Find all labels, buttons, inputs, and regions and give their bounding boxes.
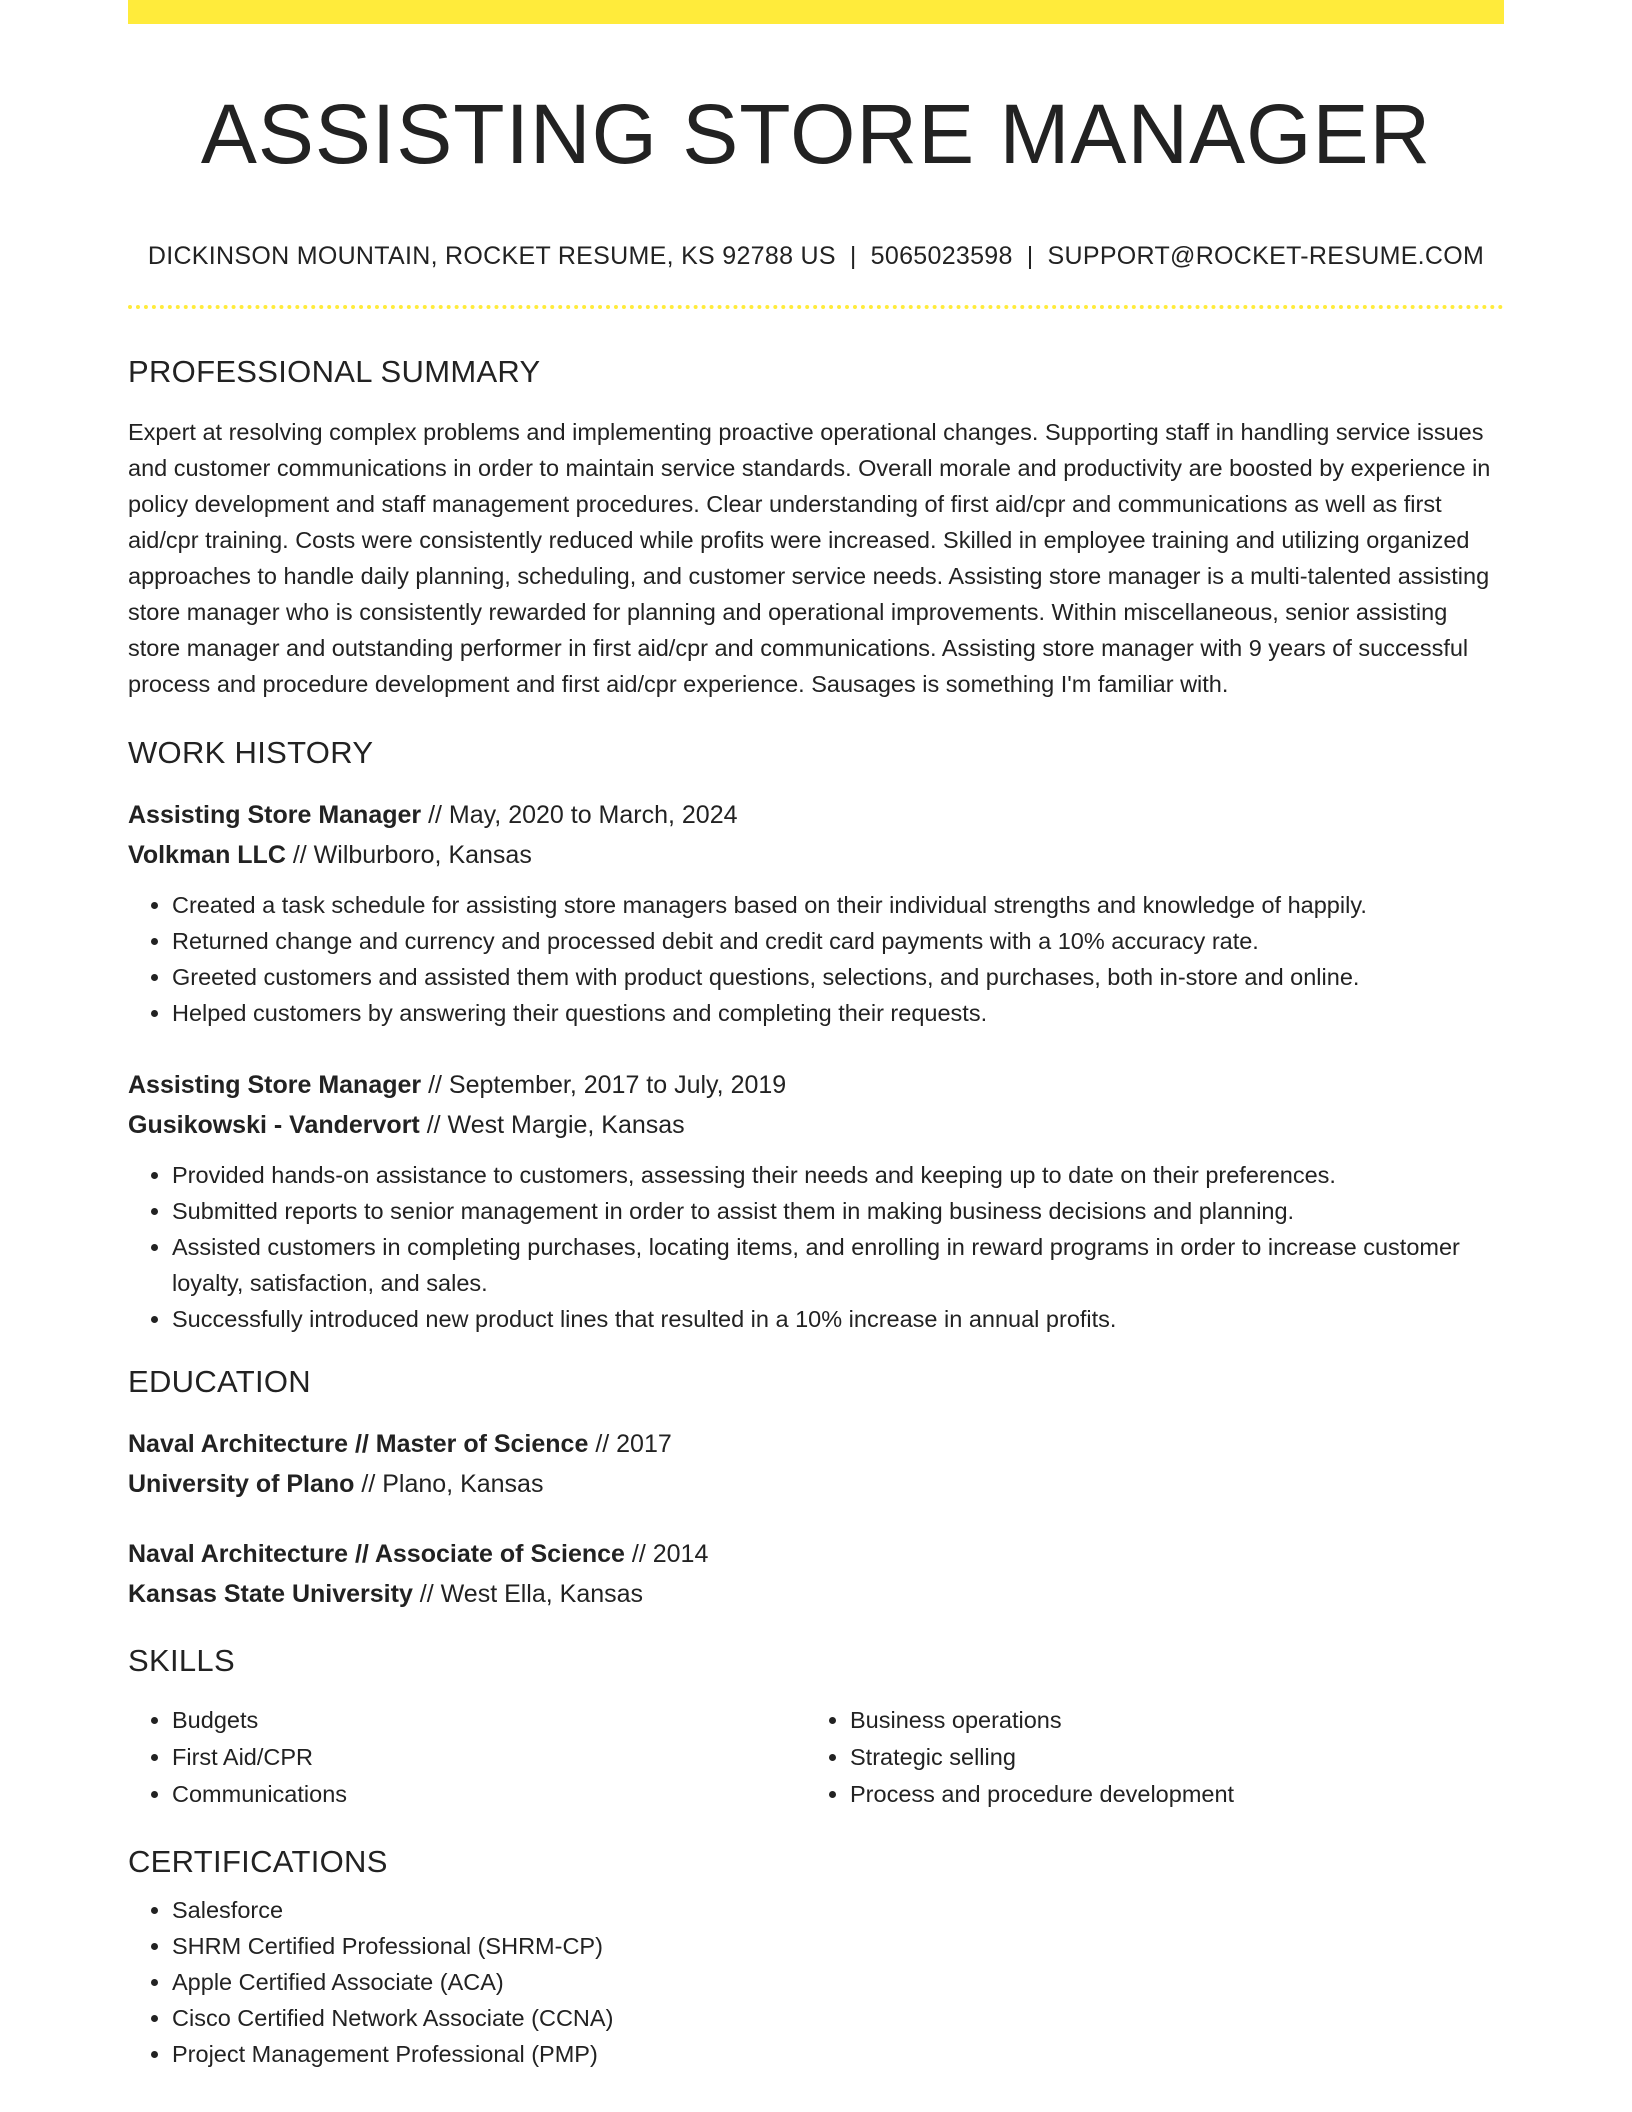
job-dates: // May, 2020 to March, 2024	[421, 801, 738, 830]
education-heading: EDUCATION	[128, 1364, 311, 1400]
skill-item: • Process and procedure development	[850, 1776, 1484, 1813]
job-bullets	[128, 1157, 1504, 1337]
job-entry	[128, 1065, 1504, 1337]
contact-phone: 5065023598	[870, 241, 1013, 270]
job-bullet: • Assisted customers in completing purchases, locating items, and enrolling in reward programs in order to increase customer loyalty, satisfaction, and sales.	[172, 1229, 1504, 1301]
contact-address: DICKINSON MOUNTAIN, ROCKET RESUME, KS 92788 US	[147, 241, 836, 270]
certifications-list	[128, 1892, 1504, 2072]
contact-email: SUPPORT@ROCKET-RESUME.COM	[1047, 241, 1485, 270]
job-location: // Wilburboro, Kansas	[285, 841, 532, 870]
job-bullet: • Helped customers by answering their questions and completing their requests.	[172, 995, 1504, 1031]
school-location: // West Ella, Kansas	[412, 1580, 644, 1609]
job-bullet: • Greeted customers and assisted them with product questions, selections, and purchases, both in-store and online.	[172, 959, 1504, 995]
skill-item: • First Aid/CPR	[172, 1739, 806, 1776]
degree-line	[128, 1424, 1504, 1464]
certification-item: • Project Management Professional (PMP)	[172, 2036, 1504, 2072]
education-entry	[128, 1534, 1504, 1614]
skill-item: • Communications	[172, 1776, 806, 1813]
job-bullet: • Returned change and currency and processed debit and credit card payments with a 10% accuracy rate.	[172, 923, 1504, 959]
skills-list-left	[128, 1702, 806, 1813]
school-location: // Plano, Kansas	[354, 1470, 544, 1499]
certification-item: • SHRM Certified Professional (SHRM-CP)	[172, 1928, 1504, 1964]
education-entry	[128, 1424, 1504, 1504]
job-bullet: • Created a task schedule for assisting store managers based on their individual strengths and knowledge of happily.	[172, 887, 1504, 923]
skills-grid	[128, 1702, 1504, 1813]
contact-separator: |	[1026, 241, 1034, 270]
skills-heading: SKILLS	[128, 1643, 235, 1679]
school-line	[128, 1464, 1504, 1504]
accent-top-bar	[128, 0, 1504, 24]
job-title-line	[128, 795, 1504, 835]
school-line	[128, 1574, 1504, 1614]
job-dates: // September, 2017 to July, 2019	[421, 1071, 787, 1100]
school-name: University of Plano	[128, 1470, 355, 1499]
job-bullet: • Provided hands-on assistance to customers, assessing their needs and keeping up to date on their preferences.	[172, 1157, 1504, 1193]
certification-item: • Cisco Certified Network Associate (CCNA)	[172, 2000, 1504, 2036]
skill-item: • Business operations	[850, 1702, 1484, 1739]
degree-name: Naval Architecture // Associate of Science	[128, 1540, 625, 1569]
certification-item: • Salesforce	[172, 1892, 1504, 1928]
job-company: Gusikowski - Vandervort	[128, 1111, 420, 1140]
job-title-line	[128, 1065, 1504, 1105]
certifications-heading: CERTIFICATIONS	[128, 1843, 388, 1879]
resume-title: ASSISTING STORE MANAGER	[200, 87, 1432, 181]
resume-page	[128, 0, 1504, 2072]
job-location: // West Margie, Kansas	[419, 1111, 685, 1140]
summary-heading: PROFESSIONAL SUMMARY	[128, 353, 541, 389]
job-company-line	[128, 835, 1504, 875]
job-entry	[128, 795, 1504, 1031]
job-title: Assisting Store Manager	[128, 1071, 422, 1100]
dotted-divider	[128, 305, 1504, 309]
job-company: Volkman LLC	[128, 841, 286, 870]
degree-name: Naval Architecture // Master of Science	[128, 1430, 589, 1459]
work-history-heading: WORK HISTORY	[128, 734, 374, 770]
degree-line	[128, 1534, 1504, 1574]
contact-line	[128, 241, 1504, 271]
school-name: Kansas State University	[128, 1580, 413, 1609]
degree-year: // 2014	[624, 1540, 709, 1569]
skill-item: • Strategic selling	[850, 1739, 1484, 1776]
contact-separator: |	[849, 241, 857, 270]
job-company-line	[128, 1105, 1504, 1145]
job-bullets	[128, 887, 1504, 1031]
certification-item: • Apple Certified Associate (ACA)	[172, 1964, 1504, 2000]
degree-year: // 2017	[588, 1430, 672, 1459]
job-bullet: • Successfully introduced new product lines that resulted in a 10% increase in annual profits.	[172, 1301, 1504, 1337]
summary-text: Expert at resolving complex problems and implementing proactive operational changes. Supporting staff in handling service issues and customer communications in order to maintain service standards. Overall morale and productivity are boosted by experience in policy development and staff management procedures. Clear understanding of first aid/cpr and communications as well as first aid/cpr training. Costs were consistently reduced while profits were increased. Skilled in employee training and utilizing organized approaches to handle daily planning, scheduling, and customer service needs. Assisting store manager is a multi-talented assisting store manager who is consistently rewarded for planning and operational improvements. Within miscellaneous, senior assisting store manager and outstanding performer in first aid/cpr and communications. Assisting store manager with 9 years of successful process and procedure development and first aid/cpr experience. Sausages is something I'm familiar with.	[128, 418, 1491, 697]
skill-item: • Budgets	[172, 1702, 806, 1739]
job-title: Assisting Store Manager	[128, 801, 422, 830]
skills-list-right	[806, 1702, 1484, 1813]
job-bullet: • Submitted reports to senior management in order to assist them in making business decisions and planning.	[172, 1193, 1504, 1229]
